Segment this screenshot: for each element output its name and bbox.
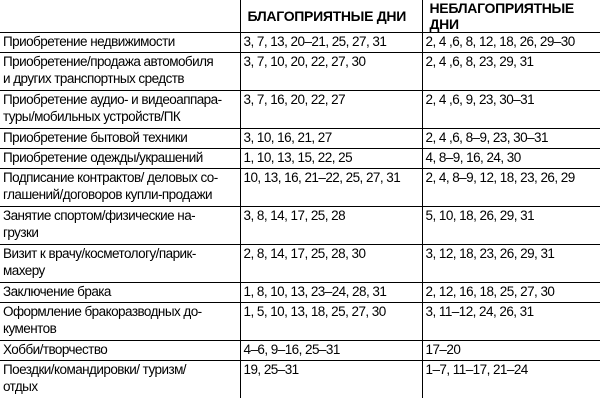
table-row [0, 341, 600, 361]
table-row [0, 129, 600, 149]
activity-cell: Приобретение бытовой техники [0, 129, 240, 149]
unfavorable-cell: 2, 4, 8–9, 12, 18, 23, 26, 29 [422, 169, 600, 207]
table-row [0, 283, 600, 303]
activity-cell: Поездки/командировки/ туризм/ отдых [0, 361, 240, 398]
unfavorable-cell: 3, 12, 18, 23, 26, 29, 31 [422, 245, 600, 283]
activity-header [0, 0, 240, 33]
favorable-cell: 10, 13, 16, 21–22, 25, 27, 31 [240, 169, 422, 207]
favorable-cell: 4–6, 9–16, 25–31 [240, 341, 422, 361]
activity-cell: Приобретение/продажа автомобиля и других транспортных средств [0, 53, 240, 91]
unfavorable-cell: 2, 4 ,6, 8, 12, 18, 26, 29–30 [422, 33, 600, 53]
table-row [0, 303, 600, 341]
unfavorable-cell: 2, 4 ,6, 8–9, 23, 30–31 [422, 129, 600, 149]
favorable-cell: 1, 5, 10, 13, 18, 25, 27, 30 [240, 303, 422, 341]
favorable-cell: 3, 10, 16, 21, 27 [240, 129, 422, 149]
unfavorable-cell: 2, 12, 16, 18, 25, 27, 30 [422, 283, 600, 303]
favorable-cell: 3, 7, 16, 20, 22, 27 [240, 91, 422, 129]
favorable-cell: 3, 7, 10, 20, 22, 27, 30 [240, 53, 422, 91]
activity-cell: Занятие спортом/физические на- грузки [0, 207, 240, 245]
table-row [0, 33, 600, 53]
activity-cell: Визит к врачу/косметологу/парик- махеру [0, 245, 240, 283]
unfavorable-cell: 5, 10, 18, 26, 29, 31 [422, 207, 600, 245]
table-row [0, 207, 600, 245]
table-row [0, 53, 600, 91]
table-row [0, 149, 600, 169]
table-row [0, 361, 600, 398]
favorable-cell: 19, 25–31 [240, 361, 422, 398]
activity-cell: Приобретение аудио- и видеоаппара- туры/мобильных устройств/ПК [0, 91, 240, 129]
activity-cell: Хобби/творчество [0, 341, 240, 361]
activity-cell: Приобретение одежды/украшений [0, 149, 240, 169]
unfavorable-cell: 4, 8–9, 16, 24, 30 [422, 149, 600, 169]
activity-cell: Подписание контрактов/ деловых со- глашений/договоров купли-продажи [0, 169, 240, 207]
unfavorable-days-header: НЕБЛАГОПРИЯТНЫЕ ДНИ [422, 0, 600, 33]
favorable-days-header: БЛАГОПРИЯТНЫЕ ДНИ [240, 0, 422, 33]
activity-cell: Оформление бракоразводных до- кументов [0, 303, 240, 341]
favorable-cell: 1, 10, 13, 15, 22, 25 [240, 149, 422, 169]
unfavorable-cell: 1–7, 11–17, 21–24 [422, 361, 600, 398]
favorable-cell: 2, 8, 14, 17, 25, 28, 30 [240, 245, 422, 283]
unfavorable-cell: 2, 4 ,6, 8, 23, 29, 31 [422, 53, 600, 91]
table-row [0, 169, 600, 207]
favorable-cell: 3, 8, 14, 17, 25, 28 [240, 207, 422, 245]
activity-cell: Заключение брака [0, 283, 240, 303]
unfavorable-cell: 17–20 [422, 341, 600, 361]
unfavorable-cell: 3, 11–12, 24, 26, 31 [422, 303, 600, 341]
table-row [0, 245, 600, 283]
table-row [0, 91, 600, 129]
header-row [0, 0, 600, 33]
table-body [0, 33, 600, 398]
activity-cell: Приобретение недвижимости [0, 33, 240, 53]
favorable-cell: 1, 8, 10, 13, 23–24, 28, 31 [240, 283, 422, 303]
unfavorable-cell: 2, 4 ,6, 9, 23, 30–31 [422, 91, 600, 129]
favorable-cell: 3, 7, 13, 20–21, 25, 27, 31 [240, 33, 422, 53]
